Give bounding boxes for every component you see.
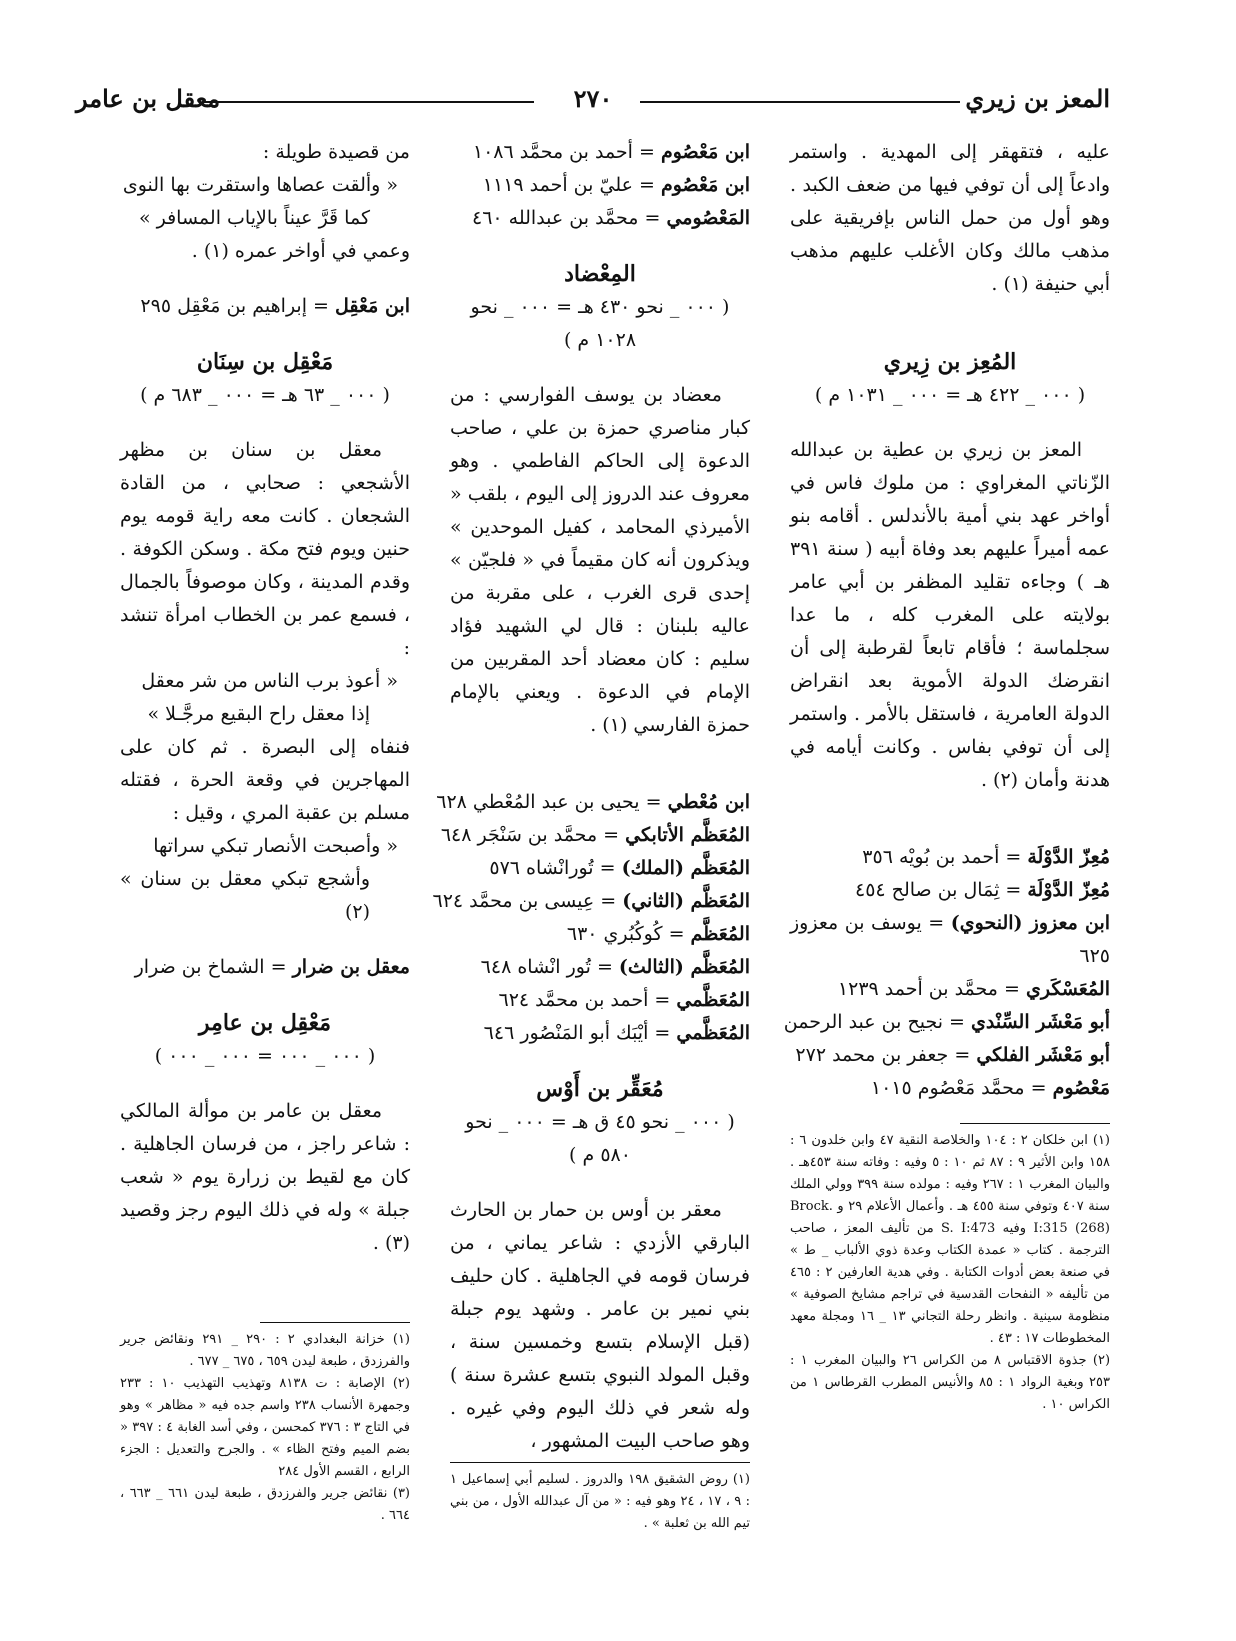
ref-name: مُعِزّ الدَّوْلَة — [1027, 846, 1110, 868]
ref-name: ابن معزوز (النحوي) — [950, 912, 1111, 934]
ref-target: = أحمد بن محمَّد ٦٢٤ — [498, 989, 677, 1011]
column-middle — [432, 136, 750, 1535]
ref-name: ابن مَعْقِل — [335, 295, 410, 317]
running-header — [76, 84, 1110, 118]
entry-title: المِعْضاد — [564, 261, 636, 287]
header-rule-left — [204, 101, 534, 103]
ref-name: مُعِزّ الدَّوْلَة — [1027, 879, 1110, 901]
ref-target: = تُور انْشاه ٦٤٨ — [480, 956, 619, 978]
entry-dates: ( ٠٠٠ _ ٦٣ هـ = ٠٠٠ _ ٦٨٣ م ) — [140, 384, 390, 406]
entry-dates: ( ٠٠٠ _ نحو ٤٣٠ هـ = ٠٠٠ _ نحو ١٠٢٨ م ) — [470, 296, 730, 351]
ref-target: = كُوكُبُري ٦٣٠ — [566, 923, 691, 945]
column-left — [120, 136, 410, 1527]
ref-target: = يحيى بن عبد المُعْطي ٦٢٨ — [436, 791, 668, 813]
ref-name: المُعَظَّم (الملك) — [621, 857, 750, 879]
verse-line: « وأصبحت الأنصار تبكي سراتها — [153, 835, 398, 857]
footnote: (١) ابن خلكان ٢ : ١٠٤ والخلاصة النقية ٤٧ وابن خلدون ٦ : ١٥٨ وابن الأثير ٩ : ٨٧ ثم ١٠ : ٥ وفيه : وفاته سنة ٤٥٣هـ . والبيان المغرب ١ : ٢٦٧ وفيه : مولده سنة ٣٩٩ وولي الملك سنة ٤٠٧ وتوفي سنة ٤٥٥ هـ . وأعمال الأعلام ٢٩ و Brock. I:315 (268) وفيه S. I:473 من تأليف المعز ، صاحب الترجمة . كتاب « عمدة الكتاب وعدة ذوي الألباب _ ط » في صنعة بعض أدوات الكتابة . وفي هدية العارفين ٢ : ٤٦٥ من تأليفه « النفحات القدسية في تراجم مشايخ الصوفية » منظومة سينية . وانظر رحلة التجاني ١٣ _ ١٦ ومجلة معهد المخطوطات ١٧ : ٤٣ . — [790, 1133, 1110, 1346]
verse-line: « وألقت عصاها واستقرت بها النوى — [122, 174, 398, 196]
footnote-rule — [960, 1123, 1110, 1124]
cross-ref — [450, 852, 750, 885]
entry-title: المُعِز بن زِيري — [883, 349, 1017, 375]
ref-target: = يوسف بن معزوز ٦٢٥ — [790, 912, 1110, 967]
column-right — [783, 136, 1111, 1416]
ref-target: = عِيسى بن محمَّد ٦٢٤ — [432, 890, 623, 912]
ref-name: أبو مَعْشَر السِّنْدي — [971, 1011, 1110, 1033]
footnote: (٢) جذوة الاقتباس ٨ من الكراس ٢٦ والبيان المغرب ١ : ٢٥٣ وبغية الرواد ١ : ٨٥ والأنيس المطرب القرطاس ١ من الكراس ١٠ . — [790, 1353, 1111, 1412]
footnotes — [450, 1469, 750, 1535]
cross-ref — [790, 1039, 1110, 1072]
ref-target: = أحمد بن بُويْه ٣٥٦ — [862, 846, 1028, 868]
cross-ref — [450, 169, 750, 202]
ref-name: ابن مُعْطي — [667, 791, 750, 813]
ref-name: المُعَظَّم الأتابكي — [625, 824, 750, 846]
cross-ref — [120, 951, 410, 984]
cross-ref — [450, 1017, 750, 1050]
header-left-title: معقل بن عامر — [76, 84, 221, 113]
ref-name: المُعَظَّم — [690, 923, 750, 945]
cross-ref — [440, 819, 750, 852]
entry-body-continued: فنفاه إلى البصرة . ثم كان على المهاجرين في وقعة الحرة ، فقتله مسلم بن عقبة المري ، وقيل : — [120, 736, 410, 824]
entry-body: معقل بن عامر بن موألة المالكي : شاعر راجز ، من فرسان الجاهلية . كان مع لقيط بن زرارة يوم « شعب جبلة » وله في ذلك اليوم رجز وقصيد (٣) . — [120, 1100, 410, 1254]
entry-dates: ( ٠٠٠ _ ٠٠٠ = ٠٠٠ _ ٠٠٠ ) — [154, 1045, 376, 1067]
footnotes — [790, 1130, 1110, 1416]
cross-ref — [790, 874, 1110, 907]
cross-ref — [450, 202, 750, 235]
entry-body: معقر بن أوس بن حمار بن الحارث البارقي الأزدي : شاعر يماني ، من فرسان قومه في الجاهلية . كان حليف بني نمير بن عامر . وشهد يوم جبلة (قبل الإسلام بتسع وخمسين سنة ، وقبل المولد النبوي بتسع عشرة سنة ) وله شعر في ذلك اليوم وفي غيره . وهو صاحب البيت المشهور ، — [450, 1199, 750, 1452]
ref-name: المُعَظَّمي — [676, 1022, 750, 1044]
page-number: ٢٧٠ — [564, 84, 623, 113]
ref-name: مَعْصُوم — [1052, 1077, 1110, 1099]
cross-ref — [790, 907, 1110, 973]
continued-text: عليه ، فتقهقر إلى المهدية . واستمر وادعاً إلى أن توفي فيها من ضعف الكبد . وهو أول من حمل الناس بإفريقية على مذهب مالك وكان الأغلب عليهم مذهب أبي حنيفة (١) . — [790, 141, 1110, 295]
entry-dates: ( ٠٠٠ _ ٤٢٢ هـ = ٠٠٠ _ ١٠٣١ م ) — [814, 384, 1086, 406]
footnote-rule — [260, 1322, 410, 1323]
entry-title: مُعَقِّر بن أَوْس — [536, 1076, 664, 1102]
cross-ref — [432, 885, 750, 918]
entry-body: معضاد بن يوسف الفوارسي : من كبار مناصري حمزة بن علي ، صاحب الدعوة إلى الحاكم الفاطمي . وهو معروف عند الدروز إلى اليوم ، بلقب « الأميرذي المحامد ، كفيل الموحدين » ويذكرون أنه كان مقيماً في « فلجيّن » إحدى قرى الغرب ، على مقربة من عاليه بلبنان : قال لي الشهيد فؤاد سليم : كان معضاد أحد المقربين من الإمام في الدعوة . ويعني بالإمام حمزة الفارسي (١) . — [450, 384, 750, 736]
ref-target: = إبراهيم بن مَعْقِل ٢٩٥ — [140, 295, 335, 317]
cross-ref — [450, 984, 750, 1017]
footnote: (١) روض الشقيق ١٩٨ والدروز . لسليم أبي إسماعيل ١ : ٩ ، ١٧ ، ٢٤ وهو فيه : « من آل عبدالله الأول ، من بني تيم الله بن ثعلبة » . — [450, 1472, 750, 1531]
footnotes — [120, 1329, 410, 1527]
entry-title: مَعْقِل بن عامِر — [198, 1010, 332, 1036]
entry-body: المعز بن زيري بن عطية بن عبدالله الزّناتي المغراوي : من ملوك فاس في أواخر عهد بني أمية بالأندلس . أقامه بنو عمه أميراً عليهم بعد وفاة أبيه ( سنة ٣٩١ هـ ) وجاءه تقليد المظفر بن أبي عامر بولايته على المغرب كله ، ما عدا سجلماسة ؛ فأقام تابعاً لقرطبة إلى أن انقرضك الدولة الأموية بعد انقراض الدولة العامرية ، فاستقل بالأمر . واستمر إلى أن توفي بفاس . وكانت أيامه في هدنة وأمان (٢) . — [790, 439, 1110, 791]
ref-name: المُعَظَّم (الثالث) — [618, 956, 750, 978]
ref-name: معقل بن ضرار — [292, 956, 410, 978]
ref-name: ابن مَعْصُوم — [660, 141, 750, 163]
ref-target: = تُورانْشاه ٥٧٦ — [489, 857, 622, 879]
cross-ref — [790, 1072, 1110, 1105]
ref-name: المَعْصُومي — [666, 207, 750, 229]
cross-ref — [436, 786, 750, 819]
ref-target: = جعفر بن محمد ٢٧٢ — [795, 1044, 977, 1066]
footnote-rule — [450, 1462, 750, 1463]
cross-ref — [790, 973, 1110, 1006]
cross-ref — [450, 951, 750, 984]
cross-ref — [450, 136, 750, 169]
ref-name: المُعَظَّم (الثاني) — [622, 890, 750, 912]
verse-line: كما قَرَّ عيناً بالإياب المسافر » — [138, 207, 370, 229]
ref-target: = الشماخ بن ضرار — [134, 956, 293, 978]
ref-target: = عليّ بن أحمد ١١١٩ — [482, 174, 661, 196]
entry-dates: ( ٠٠٠ _ نحو ٤٥ ق هـ = ٠٠٠ _ نحو ٥٨٠ م ) — [465, 1111, 735, 1166]
continued-text: من قصيدة طويلة : — [262, 141, 410, 163]
ref-name: ابن مَعْصُوم — [660, 174, 750, 196]
ref-name: المُعَظَّمي — [676, 989, 750, 1011]
footnote: (٣) نقائض جرير والفرزدق ، طبعة ليدن ٦٦١ _ ٦٦٣ ، ٦٦٤ . — [120, 1486, 410, 1523]
cross-ref — [450, 918, 750, 951]
ref-target: = محمَّد مَعْصُوم ١٠١٥ — [870, 1077, 1053, 1099]
header-rule-right — [640, 101, 960, 103]
ref-target: = أحمد بن محمَّد ١٠٨٦ — [472, 141, 661, 163]
ref-target: = محمَّد بن أحمد ١٢٣٩ — [837, 978, 1026, 1000]
ref-target: = محمَّد بن عبدالله ٤٦٠ — [471, 207, 667, 229]
ref-target: = ثِمَال بن صالح ٤٥٤ — [855, 879, 1028, 901]
verse-line: وأشجع تبكي معقل بن سنان » (٢) — [120, 868, 370, 923]
continued-text: وعمي في أواخر عمره (١) . — [191, 240, 410, 262]
footnote: (٢) الإصابة : ت ٨١٣٨ وتهذيب التهذيب ١٠ : ٢٣٣ وجمهرة الأنساب ٢٣٨ واسم جده فيه « مظاهر » وهو في التاج ٣ : ٣٧٦ كمحسن ، وفي أسد الغابة ٤ : ٣٩٧ « بضم الميم وفتح الظاء » . والجرح والتعديل : الجزء الرابع ، القسم الأول ٢٨٤ — [120, 1376, 410, 1479]
ref-target: = محمَّد بن سَنْجَر ٦٤٨ — [440, 824, 626, 846]
cross-ref — [790, 841, 1110, 874]
cross-ref — [783, 1006, 1110, 1039]
verse-line: إذا معقل راح البقيع مرجَّـلا » — [147, 703, 370, 725]
cross-ref — [120, 290, 410, 323]
ref-name: المُعَسْكَري — [1025, 978, 1110, 1000]
ref-target: = نجيح بن عبد الرحمن — [783, 1011, 972, 1033]
ref-target: = أيْبَك أبو المَنْصُور ٦٤٦ — [483, 1022, 677, 1044]
entry-title: مَعْقِل بن سِنَان — [196, 349, 334, 375]
ref-name: أبو مَعْشَر الفلكي — [976, 1044, 1110, 1066]
header-right-title: المعز بن زيري — [965, 84, 1110, 113]
verse-line: « أعوذ برب الناس من شر معقل — [141, 670, 398, 692]
footnote: (١) خزانة البغدادي ٢ : ٢٩٠ _ ٢٩١ ونقائض جرير والفرزدق ، طبعة ليدن ٦٥٩ ، ٦٧٥ _ ٦٧٧ . — [120, 1332, 410, 1369]
entry-body: معقل بن سنان بن مظهر الأشجعي : صحابي ، من القادة الشجعان . كانت معه راية قومه يوم حنين ويوم فتح مكة . وسكن الكوفة . وقدم المدينة ، وكان موصوفاً بالجمال ، فسمع عمر بن الخطاب امرأة تنشد : — [120, 439, 410, 659]
